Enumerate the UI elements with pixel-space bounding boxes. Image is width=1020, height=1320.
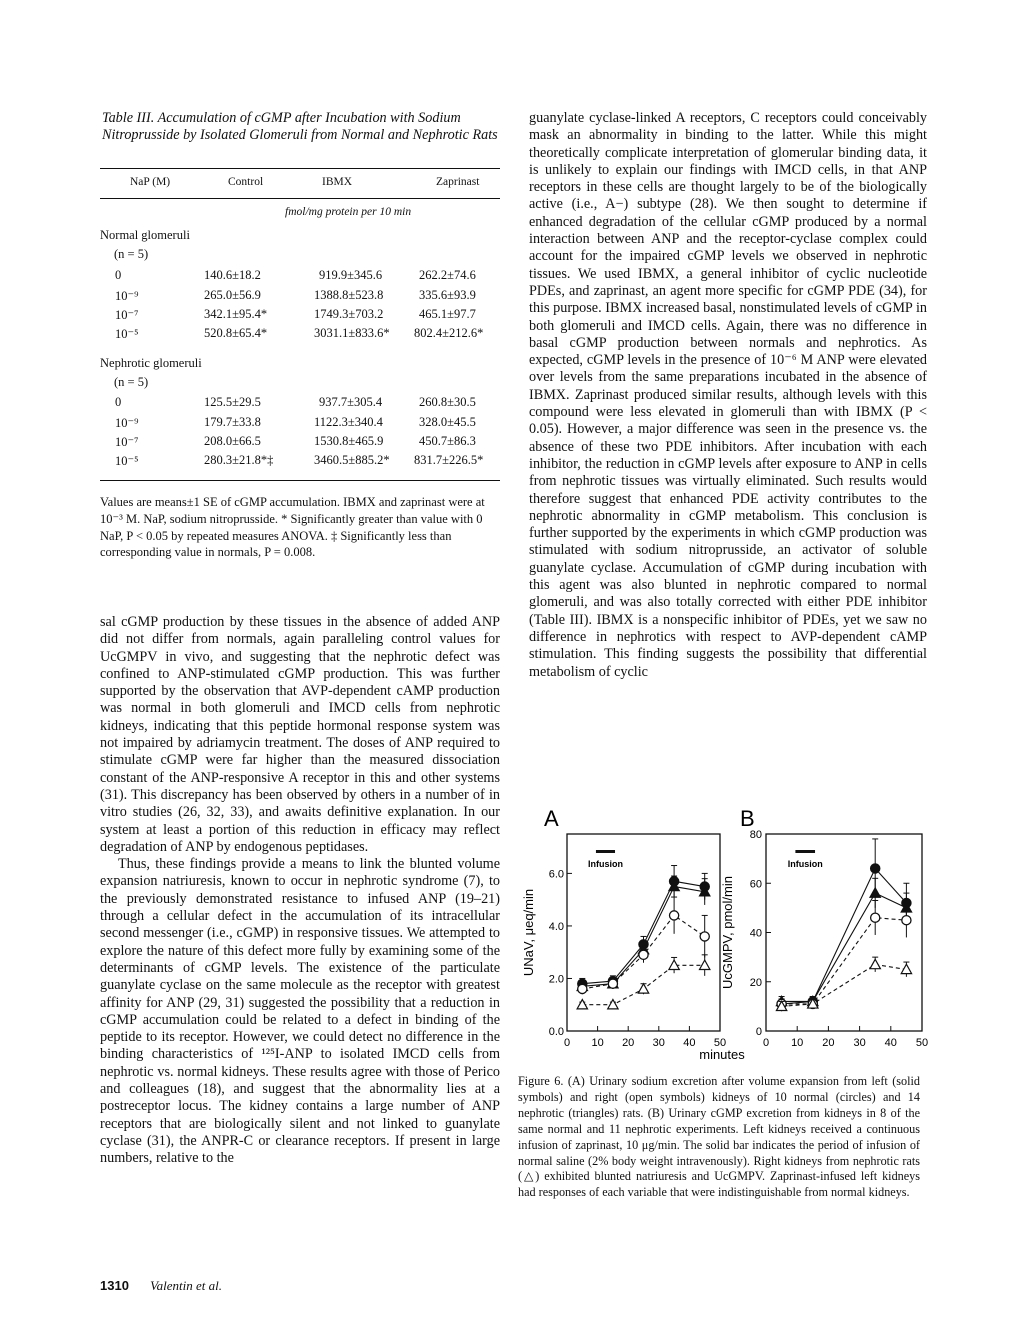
right-paragraph-1: guanylate cyclase-linked A receptors, C receptors could conceivably mask an abnormality in binding to the latter. While this might theoretically complicate interpretation of glomerular binding data, it is unlikely to explain our findings with IMCD cells, in that ANP receptors in these cells are thought largely to be of the biologically active (i.e., A−) subtype (28). We then sought to determine if enhanced degradation of the cellular cGMP produced by a normal interaction between ANP and the receptor-cyclase complex could account for the impaired cGMP levels we observed in nephrotic tissues. We used IBMX, a general inhibitor of cyclic nucleotide PDEs, and zaprinast, an agent more specific for cGMP PDE (34), for this purpose. IBMX increased basal, nonstimulated levels of cGMP in both glomeruli and IMCD cells. Again, there was no difference in basal cGMP production between normals and nephrotics. As expected, cGMP levels in the presence of 10⁻⁶ M ANP were elevated over levels from the same preparations incubated in the absence of IBMX. Zaprinast produced similar results, although levels with this compound were less elevated in glomeruli than with IBMX (P < 0.05). However, a major difference was seen in the presence vs. the absence of these two PDE inhibitors. After incubation with each inhibitor, the reduction in cGMP levels after exposure to ANP in cells from nephrotic tissues was virtually eliminated. Such results would therefore suggest that enhanced PDE activity contributes to the nephrotic abnormality in cGMP metabolism. This conclusion is further supported by the experiments in which cGMP production was stimulated with sodium nitroprusside, an activator of soluble guanylate cyclase. Accumulation of cGMP during incubation with this agent was also blunted in nephrotic compared to normal glomeruli, and was also totally corrected with either PDE inhibitor (Table III). IBMX is a nonspecific inhibitor of PDEs, yet we saw no difference in nephrotics with respect to AVP-dependent cAMP stimulation. This finding suggests the possibility that differential metabolism of cyclic <box>529 110 927 680</box>
infusion-bar <box>795 850 815 853</box>
x-tick-label: 20 <box>822 1037 835 1049</box>
infusion-label: Infusion <box>587 859 623 869</box>
right-column <box>529 110 927 681</box>
x-tick-label: 0 <box>563 1037 571 1049</box>
panel-b-label: B <box>740 806 755 831</box>
x-tick-label: 40 <box>884 1037 897 1049</box>
infusion-label: Infusion <box>787 859 823 869</box>
running-authors: Valentin et al. <box>150 1278 223 1293</box>
data-point <box>670 911 679 920</box>
group-label-nephrotic: Nephrotic glomeruli <box>100 356 202 370</box>
left-paragraph-2: Thus, these findings provide a means to link the blunted volume expansion natriuresis, known to occur in nephrotic syndrome (7), to the previously demonstrated resistance to infused ANP (19–21) through a cellular defect in the accumulation of its intracellular second messenger (i.e., cGMP) in responsive tissues. We attempted to explore the nature of this defect more fully by examining some of the determinants of cGMP levels. The existence of the particulate guanylate cyclase on the same molecule as the receptor with greatest affinity for ANP (29, 31) suggested the possibility that a reduction in cGMP accumulation could be related to a defect in binding of the peptide to its receptor. However, we could detect no difference in the binding characteristics of ¹²⁵I-ANP to isolated IMCD cells from nephrotic vs. normal kidneys. These results agree with those of Perico and colleagues (18), and suggest that the abnormality lies at a postreceptor locus. The kidney contains a large number of ANP receptors that are biologically silent and not linked to guanylate cyclase (31), the ANPR-C or clearance receptors. If present in large numbers, relative to the <box>100 856 500 1167</box>
table-units: fmol/mg protein per 10 min <box>285 206 412 218</box>
left-paragraph-1: sal cGMP production by these tissues in the absence of added ANP did not differ from normals, again paralleling control values for UcGMPV in vivo, and suggesting that the nephrotic defect was confined to ANP-stimulated cGMP production. This was further supported by the observation that AVP-dependent cAMP production was normal in both glomeruli and IMCD cells from nephrotic kidneys, indicating that this peptide hormonal response system was not impaired by adriamycin treatment. The doses of ANP required to stimulate cGMP were far higher than the measured dissociation constant of the ANP-responsive A receptor in this and other systems (31). This discrepancy has been observed by others in a number of in vitro studies (26, 32, 33), and awaits definitive explanation. In our system at least a portion of this reduction in efficacy may reflect degradation of ANP by endogenous peptidases. <box>100 614 500 855</box>
data-point <box>870 888 880 897</box>
infusion-bar <box>596 850 615 853</box>
chart-panel-a <box>521 834 726 1049</box>
chart-panel-b <box>720 829 928 1049</box>
data-point <box>902 916 911 925</box>
y-tick-label: 4.0 <box>548 920 564 933</box>
x-tick-label: 50 <box>915 1037 929 1049</box>
x-tick-label: 10 <box>791 1037 804 1049</box>
table-row: 10⁻⁵ 520.8±65.4* 3031.1±833.6* 802.4±212.6* <box>115 326 484 341</box>
x-tick-label: 50 <box>713 1037 727 1049</box>
y-tick-label: 80 <box>749 829 762 841</box>
figure-6 <box>510 796 935 1066</box>
series-line <box>782 918 907 1004</box>
page-footer <box>100 1278 222 1294</box>
table-bottom-rule <box>100 480 500 481</box>
series-line <box>782 965 907 1007</box>
data-point <box>608 979 617 988</box>
table-row: 10⁻⁷ 208.0±66.5 1530.8±465.9 450.7±86.3 <box>115 434 476 449</box>
x-tick-label: 30 <box>853 1037 866 1049</box>
data-point <box>578 984 587 993</box>
x-tick-label: 30 <box>652 1037 665 1049</box>
data-point <box>638 984 648 993</box>
figure-caption: Figure 6. (A) Urinary sodium excretion after volume expansion from left (solid symbols) and right (open symbols) kidneys of 10 normal (circles) and 14 nephrotic (triangles) rats. (B) Urinary cGMP excretion from kidneys in 8 of the same normal and 11 nephrotic experiments. Left kidneys received a continuous infusion of zaprinast, 10 μg/min. The solid bar indicates the period of infusion of normal saline (2% body weight intravenously). Right kidneys from nephrotic rats (△) exhibited blunted natriuresis and UcGMPV. Zaprinast-infused left kidneys had responses of each variable that were indistinguishable from normal kidneys. <box>518 1074 920 1200</box>
data-point <box>870 959 880 968</box>
x-tick-label: 10 <box>591 1037 604 1049</box>
x-tick-label: 0 <box>762 1037 770 1049</box>
y-tick-label: 40 <box>749 927 762 940</box>
group-label-normal: Normal glomeruli <box>100 228 190 242</box>
y-tick-label: 20 <box>749 976 762 989</box>
y-tick-label: 2.0 <box>548 973 564 986</box>
y-tick-label: 60 <box>749 878 762 891</box>
col-header-control: Control <box>228 176 264 188</box>
x-tick-label: 20 <box>622 1037 635 1049</box>
data-point <box>871 913 880 922</box>
col-header-nap: NaP (M) <box>130 176 171 188</box>
table-row: 10⁻⁵ 280.3±21.8*‡ 3460.5±885.2* 831.7±226.5* <box>115 453 484 468</box>
col-header-zaprinast: Zaprinast <box>436 176 480 188</box>
data-point <box>700 932 709 941</box>
y-tick-label: 0.0 <box>548 1026 564 1038</box>
table-header-rule <box>100 198 500 199</box>
y-axis-title: UNaV, μeq/min <box>521 888 536 977</box>
col-header-ibmx: IBMX <box>322 176 353 188</box>
y-tick-label: 6.0 <box>548 868 564 881</box>
series-line <box>582 881 704 983</box>
y-tick-label: 0 <box>755 1026 762 1038</box>
table-row: 0 125.5±29.5 937.7±305.4 260.8±30.5 <box>115 395 476 409</box>
table-row: 10⁻⁹ 265.0±56.9 1388.8±523.8 335.6±93.9 <box>115 288 476 303</box>
table-caption: Table III. Accumulation of cGMP after Incubation with Sodium Nitroprusside by Isolated Glomeruli from Normal and Nephrotic Rats <box>102 110 498 143</box>
data-point <box>608 1000 618 1009</box>
table-top-rule <box>100 168 500 169</box>
y-axis-title: UcGMPV, pmol/min <box>720 876 735 989</box>
series-line <box>782 893 907 1001</box>
left-column <box>100 614 500 1168</box>
table-footnote: Values are means±1 SE of cGMP accumulation. IBMX and zaprinast were at 10⁻³ M. NaP, sodium nitroprusside. * Significantly greater than value with 0 NaP, P < 0.05 by repeated measures ANOVA. ‡ Significantly less than corresponding value in normals, P = 0.008. <box>100 495 485 560</box>
table-row: 10⁻⁹ 179.7±33.8 1122.3±340.4 328.0±45.5 <box>115 415 476 430</box>
group-n-nephrotic: (n = 5) <box>114 375 149 389</box>
panel-a-label: A <box>544 806 559 831</box>
data-point <box>871 864 880 873</box>
data-point <box>700 960 710 969</box>
data-point <box>639 950 648 959</box>
page-number: 1310 <box>100 1278 129 1293</box>
series-line <box>782 868 907 1003</box>
table-row: 0 140.6±18.2 919.9±345.6 262.2±74.6 <box>115 268 476 282</box>
group-n-normal: (n = 5) <box>114 247 149 261</box>
table-row: 10⁻⁷ 342.1±95.4* 1749.3±703.2 465.1±97.7 <box>115 307 476 322</box>
x-tick-label: 40 <box>683 1037 696 1049</box>
x-axis-title: minutes <box>699 1047 745 1062</box>
